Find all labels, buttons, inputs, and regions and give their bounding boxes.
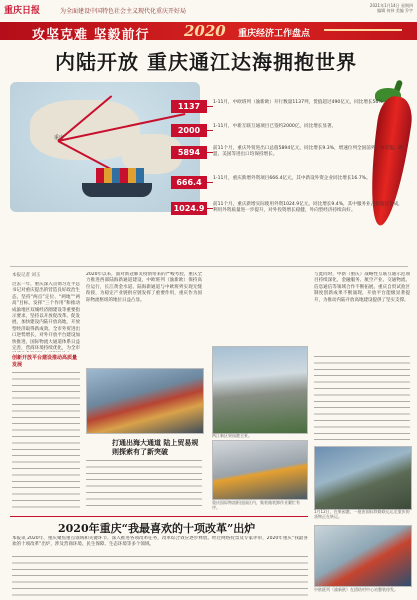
photo-logistics [212,440,308,500]
photo-harbor [212,346,308,434]
photo-caption: 1月12日，在果园港，一批由国际铁路联运运至重庆的货物正在转运。 [314,509,410,519]
article-subhead: 打通出海大通道 陆上贸易规则探索有了新突破 [112,438,199,456]
photo-caption: 中欧班列（渝新欧）在团结村中心站整装待发。 [314,587,398,592]
masthead [0,0,417,22]
paper-name: 重庆日报 [4,6,41,16]
photo-train [314,525,412,587]
stat-number: 5894 [171,146,207,159]
bottom-article-text: 本报讯 2020年，重庆聚焦重点领域和关键环节，深入推进各项改革任务，改革综合效应逐步释放。经过网络投票及专家评审，2020年重庆“我最喜欢的十项改革”出炉，涉及营商环境、民生保障、生态环境等多个领域。 [12,536,308,548]
stat-text: 1-11月，中欧班列（渝新欧）开行数量1137列，货值超过490亿元，同比增长56%。 [213,100,388,105]
photo-railway [314,446,412,510]
banner-decoration [324,29,402,31]
page-headline: 内陆开放 重庆通江达海拥抱世界 [55,50,357,74]
stat-text: 前11个月，重庆新增实际使用外资1024.9亿元，同比增长9.4%，其中服务业占比超过七成，利用外资质量进一步提升，对外投资增长稳健，外向型经济持续向好。 [213,202,403,213]
stat-number: 2000 [171,124,207,137]
container-stack-illustration [96,168,144,184]
photo-port [86,368,204,434]
bottom-rule [10,516,308,517]
article-byline: 本报记者 刘玉 [12,273,41,278]
article-column-left: 过去一年，重庆深入贯彻习近平总书记对重庆提出的营造良好政治生态，坚持“两点”定位、“两地”“两高”目标，发挥“三个作用”和推动成渝地区双城经济圈建设等重要指示要求，坚持以开放促改革、促发展，加快建设内陆开放高地，开放型经济取得新成效。全市外贸进出口逆势增长，对外开放平台建设加快推进，国际物流大通道体系日益完善，营商环境持续优化，为全市 [12,282,80,352]
banner-title: 攻坚克难 坚毅前行 [32,28,150,43]
stat-number: 1137 [171,100,207,113]
section-divider [10,266,408,267]
article-column-right: 与此同时，中新（重庆）战略性互联互通示范项目持续深化，金融服务、航空产业、交通物流、信息通信等领域合作不断拓展。重庆自贸试验区制度创新成果不断涌现，开放平台能级显著提升，为推动内陆开放高地建设提供了坚实支撑。 [314,272,410,303]
article-subhead: 创新开放平台建设推动高质量发展 [12,355,78,368]
bottom-headline: 2020年重庆“我最喜欢的十项改革”出炉 [58,522,256,535]
map-label-chongqing: 重庆 [54,135,65,141]
stat-number: 666.4 [171,176,207,189]
banner-subtitle: 重庆经济工作盘点 [238,29,311,39]
masthead-slogan: 为全面建设中国特色社会主义现代化重庆开好局 [60,8,187,15]
banner-year: 2020 [184,22,226,40]
stat-text: 前11个月，重庆外贸进出口总值5894亿元，同比增长9.3%，增速位列全国前列，对东盟、欧盟、美国等进出口均保持增长。 [213,146,403,157]
article-text-lines [12,372,80,512]
article-text-lines [12,556,308,596]
photo-caption: 重庆国际物流枢纽园区内，集装箱装卸作业繁忙有序。 [212,500,300,510]
article-text-lines [86,460,202,510]
issue-info: 2021年1月14日 星期四 编辑 何祎 美编 乔宇 [369,3,413,13]
stat-text: 1-11月，重庆新增外资项目666.4亿元，其中新设外资企业同比增长16.7%。 [213,176,371,181]
stat-number: 1024.9 [171,202,207,215]
article-text-lines [314,356,410,442]
photo-caption: 两江新区果园港全景。 [212,433,252,438]
cargo-ship-illustration [82,183,152,197]
stat-text: 1-11月，中新互联互通项目已签约2000亿，同比增长显著。 [213,124,337,129]
article-column-middle: 2020年以来，面对新冠肺炎疫情带来的严峻考验，重庆全力推进西部陆海新通道建设，中欧班列（渝新欧）保持高位运行，长江黄金水道、陆海新通道与中欧班列实现无缝衔接，为稳定产业链供应链发挥了重要作用，重庆作为国际物流枢纽的地位日益凸显。 [86,272,202,303]
